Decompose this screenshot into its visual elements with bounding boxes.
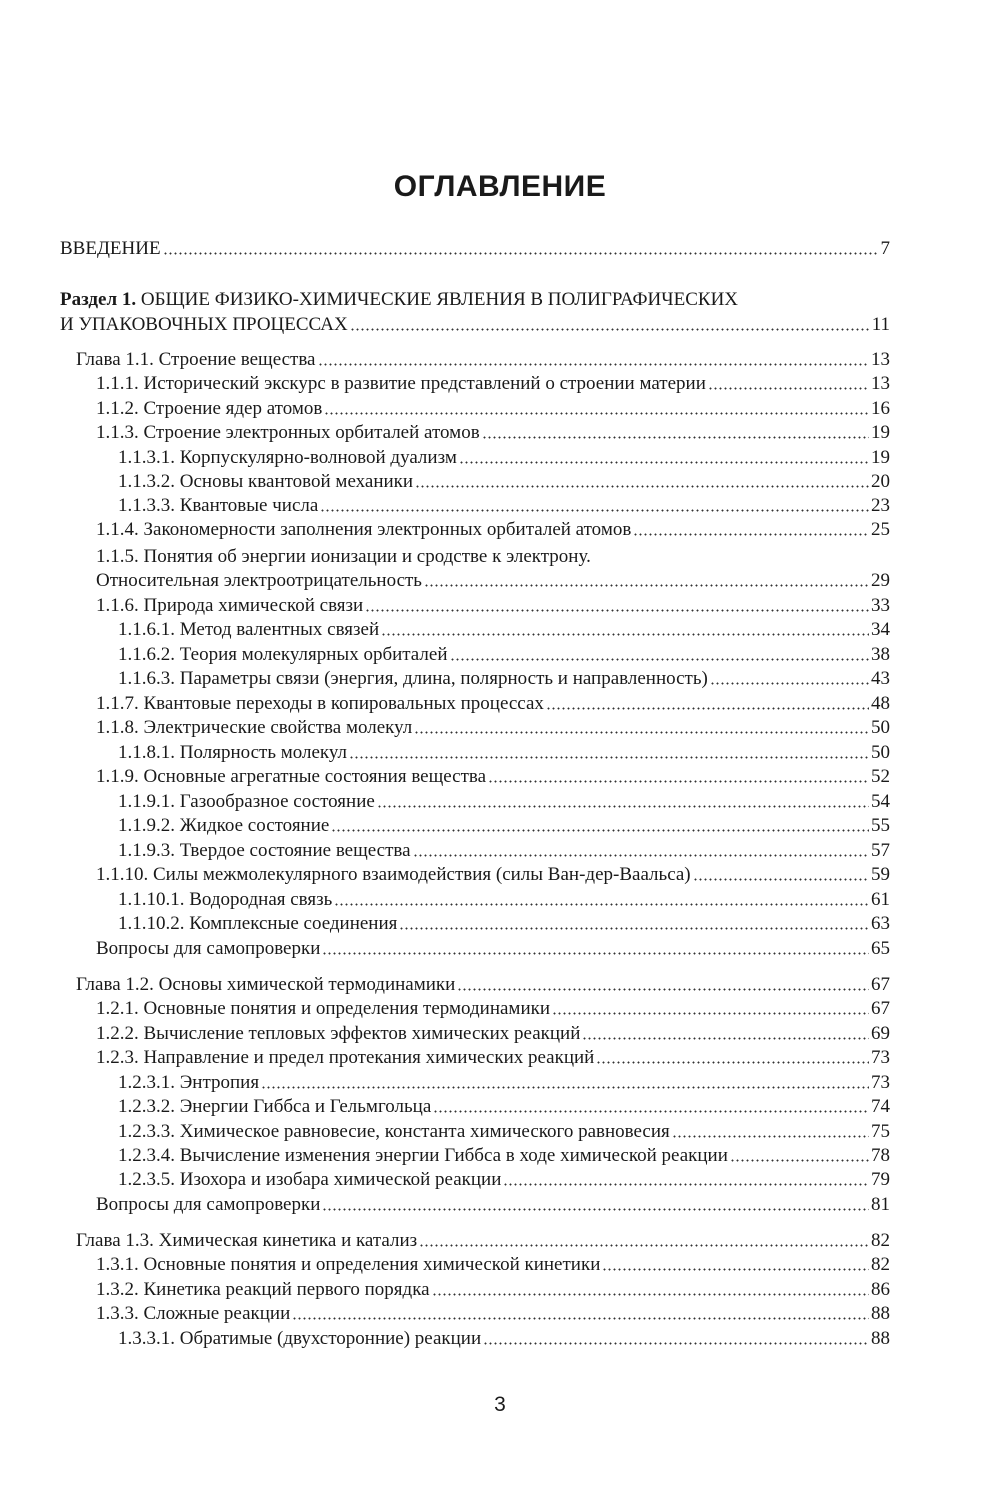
toc-entry-page: 23 <box>871 495 890 516</box>
toc-entry-text: 1.1.3.3. Квантовые числа <box>118 495 319 516</box>
toc-entry-page: 59 <box>871 864 890 885</box>
toc-entry[interactable] <box>96 863 890 887</box>
toc-entry-page: 50 <box>871 717 890 738</box>
toc-entry-page: 79 <box>871 1169 890 1190</box>
toc-entry-page: 67 <box>871 998 890 1019</box>
dot-leader <box>419 1244 869 1247</box>
dot-leader <box>693 878 869 881</box>
toc-entry-text: 1.1.3.2. Основы квантовой механики <box>118 471 414 492</box>
toc-entry-text: Относительная электроотрицательность <box>96 570 422 591</box>
dot-leader <box>324 412 869 415</box>
toc-entry-text: 1.1.1. Исторический экскурс в развитие представлений о строении материи <box>96 373 706 394</box>
toc-entry-text: 1.1.6.3. Параметры связи (энергия, длина, полярность и направленность) <box>118 668 708 689</box>
toc-entry-page: 16 <box>871 398 890 419</box>
toc-entry-text: 1.1.6.1. Метод валентных связей <box>118 619 380 640</box>
dot-leader <box>377 805 869 808</box>
toc-entry-page: 13 <box>871 349 890 370</box>
toc-entry-section[interactable] <box>60 313 890 337</box>
toc-entry-text: 1.2.3.3. Химическое равновесие, константа химического равновесия <box>118 1121 670 1142</box>
toc-entry-page: 29 <box>871 570 890 591</box>
toc-entry-text: 1.2.3.5. Изохора и изобара химической реакции <box>118 1169 502 1190</box>
section-label: Раздел 1. <box>60 289 137 310</box>
toc-entry[interactable] <box>96 1022 890 1046</box>
toc-entry-text: 1.3.3. Сложные реакции <box>96 1303 291 1324</box>
toc-entry[interactable] <box>118 1071 890 1095</box>
toc-entry[interactable] <box>96 1302 890 1326</box>
dot-leader <box>503 1183 869 1186</box>
toc-entry-text: 1.2.1. Основные понятия и определения термодинамики <box>96 998 551 1019</box>
dot-leader <box>552 1012 869 1015</box>
dot-leader <box>602 1268 869 1271</box>
toc-entry[interactable] <box>96 1253 890 1277</box>
page-title: ОГЛАВЛЕНИЕ <box>393 170 607 203</box>
toc-entry-text: 1.2.3.1. Энтропия <box>118 1072 260 1093</box>
toc-entry[interactable] <box>96 397 890 421</box>
toc-entry-text: 1.1.3. Строение электронных орбиталей атомов <box>96 422 480 443</box>
toc-entry-page: 88 <box>871 1328 890 1349</box>
dot-leader <box>292 1317 869 1320</box>
toc-entry-page: 19 <box>871 422 890 443</box>
dot-leader <box>482 436 869 439</box>
dot-leader <box>432 1293 869 1296</box>
dot-leader <box>710 682 869 685</box>
toc-entry-page: 61 <box>871 889 890 910</box>
toc-entry[interactable] <box>118 741 890 765</box>
dot-leader <box>322 952 869 955</box>
toc-entry-page: 82 <box>871 1254 890 1275</box>
toc-entry-text: 1.1.8.1. Полярность молекул <box>118 742 348 763</box>
toc-entry-page: 67 <box>871 974 890 995</box>
toc-entry-page: 65 <box>871 938 890 959</box>
toc-entry-page: 75 <box>871 1121 890 1142</box>
toc-entry-text: 1.1.6. Природа химической связи <box>96 595 364 616</box>
dot-leader <box>708 387 869 390</box>
toc-entry-page: 78 <box>871 1145 890 1166</box>
dot-leader <box>414 731 869 734</box>
dot-leader <box>459 461 869 464</box>
toc-entry[interactable] <box>118 1120 890 1144</box>
toc-entry-text: 1.1.10.1. Водородная связь <box>118 889 333 910</box>
toc-entry-text: 1.1.9. Основные агрегатные состояния вещества <box>96 766 487 787</box>
toc-entry-text: 1.1.8. Электрические свойства молекул <box>96 717 413 738</box>
toc-entry[interactable] <box>118 912 890 936</box>
toc-entry[interactable] <box>96 594 890 618</box>
toc-entry-page: 13 <box>871 373 890 394</box>
toc-entry-page: 11 <box>871 314 890 335</box>
toc-entry-page: 55 <box>871 815 890 836</box>
toc-entry[interactable] <box>118 1095 890 1119</box>
toc-entry[interactable] <box>76 973 890 997</box>
toc-entry[interactable] <box>76 348 890 372</box>
toc-entry[interactable] <box>118 888 890 912</box>
toc-entry[interactable] <box>118 618 890 642</box>
toc-entry-text: 1.1.7. Квантовые переходы в копировальных процессах <box>96 693 544 714</box>
dot-leader <box>334 903 869 906</box>
toc-entry-text: 1.1.10.2. Комплексные соединения <box>118 913 398 934</box>
dot-leader <box>457 988 869 991</box>
dot-leader <box>349 756 869 759</box>
toc-entry-page: 73 <box>871 1072 890 1093</box>
toc-entry[interactable] <box>96 1046 890 1070</box>
dot-leader <box>730 1159 869 1162</box>
toc-entry-page: 7 <box>880 238 890 259</box>
toc-entry[interactable] <box>96 716 890 740</box>
toc-entry-page: 34 <box>871 619 890 640</box>
toc-entry-page: 50 <box>871 742 890 763</box>
dot-leader <box>672 1135 869 1138</box>
toc-entry-page: 74 <box>871 1096 890 1117</box>
toc-entry-text: 1.1.2. Строение ядер атомов <box>96 398 323 419</box>
toc-entry[interactable] <box>96 937 890 961</box>
toc-entry-page: 52 <box>871 766 890 787</box>
toc-entry-page: 63 <box>871 913 890 934</box>
toc-entry-text: 1.2.3. Направление и предел протекания химических реакций <box>96 1047 595 1068</box>
toc-entry[interactable] <box>118 814 890 838</box>
toc-entry[interactable] <box>118 790 890 814</box>
toc-entry[interactable] <box>118 470 890 494</box>
page-number: 3 <box>494 1393 506 1416</box>
toc-entry[interactable] <box>76 1229 890 1253</box>
toc-entry[interactable] <box>96 1278 890 1302</box>
dot-leader <box>413 854 869 857</box>
toc-entry-text: Вопросы для самопроверки <box>96 938 321 959</box>
toc-entry[interactable] <box>96 372 890 396</box>
dot-leader <box>331 829 869 832</box>
toc-entry-page: 54 <box>871 791 890 812</box>
toc-entry-page: 43 <box>871 668 890 689</box>
toc-entry-text: ВВЕДЕНИЕ <box>60 238 161 259</box>
toc-entry[interactable] <box>96 1193 890 1217</box>
dot-leader <box>488 780 869 783</box>
toc-entry[interactable] <box>118 1327 890 1351</box>
toc-entry[interactable] <box>118 494 890 518</box>
toc-entry-page: 33 <box>871 595 890 616</box>
toc-entry-text: 1.2.2. Вычисление тепловых эффектов химических реакций <box>96 1023 581 1044</box>
toc-entry[interactable] <box>118 1168 890 1192</box>
toc-entry-text: Глава 1.1. Строение вещества <box>76 349 316 370</box>
toc-entry-page: 48 <box>871 693 890 714</box>
toc-entry[interactable] <box>96 569 890 593</box>
toc-entry-page: 86 <box>871 1279 890 1300</box>
dot-leader <box>381 633 869 636</box>
toc-entry-text: 1.2.3.2. Энергии Гиббса и Гельмгольца <box>118 1096 432 1117</box>
dot-leader <box>318 363 870 366</box>
toc-entry-page: 38 <box>871 644 890 665</box>
toc-entry-text: 1.1.6.2. Теория молекулярных орбиталей <box>118 644 448 665</box>
toc-entry-text: 1.3.1. Основные понятия и определения химической кинетики <box>96 1254 601 1275</box>
toc-entry-page: 20 <box>871 471 890 492</box>
dot-leader <box>450 658 870 661</box>
toc-entry-page: 25 <box>871 519 890 540</box>
toc-entry-text: 1.1.3.1. Корпускулярно-волновой дуализм <box>118 447 457 468</box>
toc-entry[interactable] <box>118 643 890 667</box>
toc-entry[interactable] <box>96 997 890 1021</box>
toc-entry-text: 1.1.9.3. Твердое состояние вещества <box>118 840 411 861</box>
toc-entry-text: 1.1.9.2. Жидкое состояние <box>118 815 330 836</box>
toc-entry[interactable] <box>118 1144 890 1168</box>
toc-entry-page: 73 <box>871 1047 890 1068</box>
toc-entry[interactable] <box>118 667 890 691</box>
section-title-line1: ОБЩИЕ ФИЗИКО-ХИМИЧЕСКИЕ ЯВЛЕНИЯ В ПОЛИГРАФИЧЕСКИХ <box>140 289 739 310</box>
toc-entry-text: Вопросы для самопроверки <box>96 1194 321 1215</box>
toc-entry[interactable] <box>96 421 890 445</box>
dot-leader <box>546 707 869 710</box>
toc-section-heading[interactable] <box>60 288 738 312</box>
toc-entry-text: 1.1.10. Силы межмолекулярного взаимодействия (силы Ван-дер-Ваальса) <box>96 864 691 885</box>
toc-entry-page: 19 <box>871 447 890 468</box>
toc-entry-page: 81 <box>871 1194 890 1215</box>
dot-leader <box>596 1061 869 1064</box>
toc-entry[interactable] <box>96 765 890 789</box>
toc-entry-text: 1.3.2. Кинетика реакций первого порядка <box>96 1279 430 1300</box>
dot-leader <box>163 252 879 255</box>
toc-entry-page: 69 <box>871 1023 890 1044</box>
toc-entry-text: 1.1.4. Закономерности заполнения электронных орбиталей атомов <box>96 519 632 540</box>
toc-entry-text: 1.2.3.4. Вычисление изменения энергии Гиббса в ходе химической реакции <box>118 1145 728 1166</box>
toc-entry-page: 82 <box>871 1230 890 1251</box>
toc-entry[interactable] <box>96 692 890 716</box>
dot-leader <box>322 1208 869 1211</box>
dot-leader <box>433 1110 869 1113</box>
dot-leader <box>582 1037 869 1040</box>
dot-leader <box>320 509 869 512</box>
dot-leader <box>415 485 869 488</box>
toc-entry[interactable] <box>96 518 890 542</box>
toc-entry-page: 88 <box>871 1303 890 1324</box>
toc-entry[interactable] <box>118 446 890 470</box>
toc-entry-page: 57 <box>871 840 890 861</box>
toc-entry-text: 1.3.3.1. Обратимые (двухсторонние) реакции <box>118 1328 482 1349</box>
dot-leader <box>261 1086 869 1089</box>
toc-entry-intro[interactable] <box>60 237 890 261</box>
toc-entry-text: Глава 1.2. Основы химической термодинамики <box>76 974 456 995</box>
dot-leader <box>350 328 870 331</box>
toc-entry-text: 1.1.9.1. Газообразное состояние <box>118 791 375 812</box>
dot-leader <box>365 609 869 612</box>
dot-leader <box>633 533 869 536</box>
dot-leader <box>399 927 869 930</box>
toc-entry-text: Глава 1.3. Химическая кинетика и катализ <box>76 1230 418 1251</box>
dot-leader <box>424 584 869 587</box>
toc-entry-text: И УПАКОВОЧНЫХ ПРОЦЕССАХ <box>60 314 348 335</box>
toc-entry[interactable] <box>118 839 890 863</box>
toc-entry-line1: 1.1.5. Понятия об энергии ионизации и сродстве к электрону. <box>96 546 591 567</box>
dot-leader <box>483 1342 869 1345</box>
